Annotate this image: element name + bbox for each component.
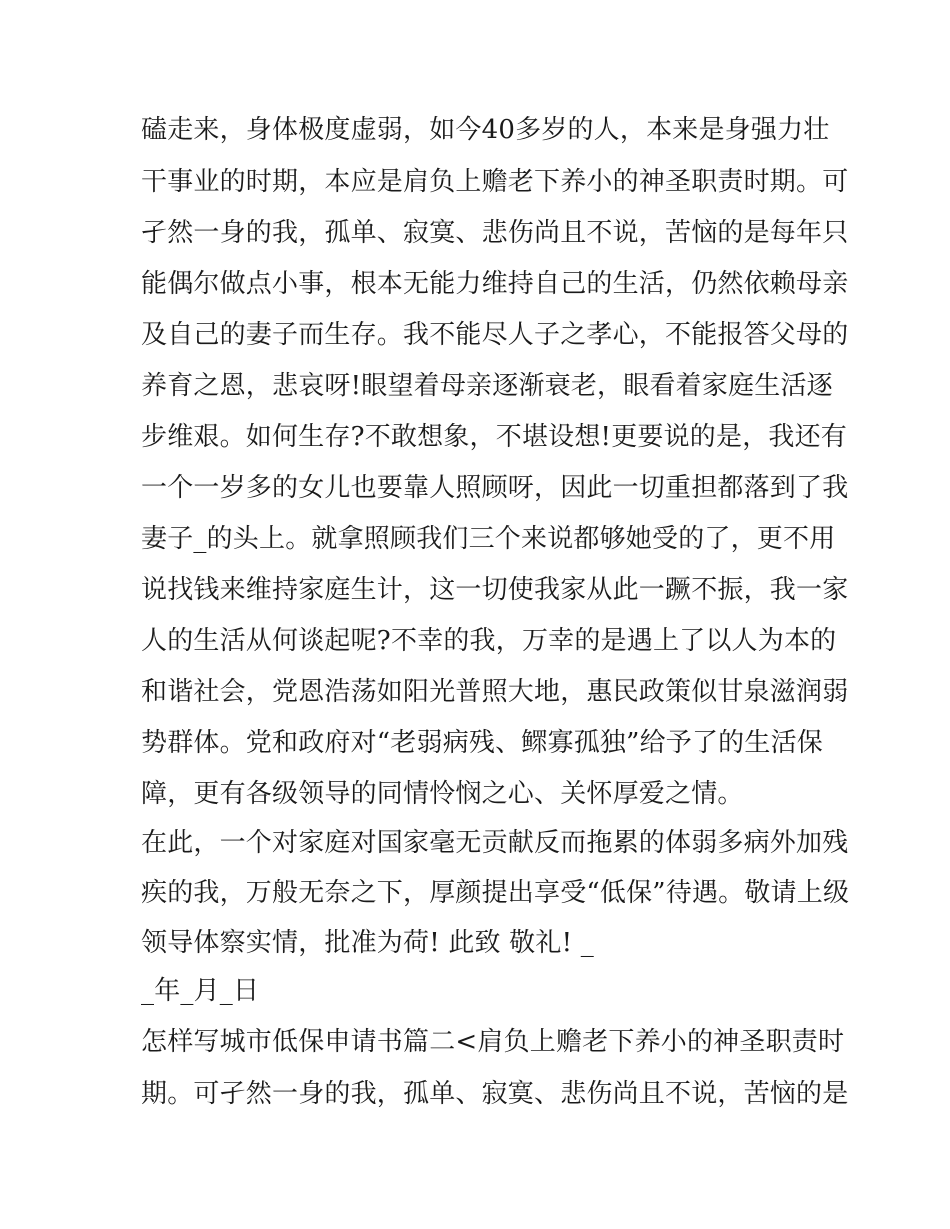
date-line: _年_月_日 [141, 976, 260, 1006]
text-line: 及自己的妻子而生存。我不能尽人子之孝心，不能报答父母的 [141, 320, 849, 350]
text-line: 在此，一个对家庭对国家毫无贡献反而拖累的体弱多病外加残 [141, 828, 849, 858]
text-line: 能偶尔做点小事，根本无能力维持自己的生活，仍然依赖母亲 [141, 269, 849, 299]
text-line: 一个一岁多的女儿也要靠人照顾呀，因此一切重担都落到了我 [141, 473, 849, 503]
text-line: 妻子_的头上。就拿照顾我们三个来说都够她受的了，更不用 [141, 524, 836, 554]
text-line: 孑然一身的我，孤单、寂寞、悲伤尚且不说，苦恼的是每年只 [141, 218, 849, 248]
text-line: 障，更有各级领导的同情怜悯之心、关怀厚爱之情。 [141, 779, 744, 809]
text-line: 步维艰。如何生存?不敢想象，不堪设想!更要说的是，我还有 [141, 422, 847, 452]
text-line: 磕走来，身体极度虚弱，如今40多岁的人，本来是身强力壮 [141, 115, 830, 145]
text-line: 疾的我，万般无奈之下，厚颜提出享受“低保”待遇。敬请上级 [141, 878, 850, 908]
text-line: 势群体。党和政府对“老弱病残、鳏寡孤独”给予了的生活保 [141, 728, 823, 758]
text-line: 人的生活从何谈起呢?不幸的我，万幸的是遇上了以人为本的 [141, 626, 837, 656]
section-heading-line: 怎样写城市低保申请书篇二<肩负上赡老下养小的神圣职责时 [141, 1027, 845, 1057]
text-line: 和谐社会，党恩浩荡如阳光普照大地，惠民政策似甘泉滋润弱 [141, 677, 849, 707]
text-line: 说找钱来维持家庭生计，这一切使我家从此一蹶不振，我一家 [141, 575, 849, 605]
text-line: 期。可孑然一身的我，孤单、寂寞、悲伤尚且不说，苦恼的是 [141, 1079, 849, 1109]
text-line: 养育之恩，悲哀呀!眼望着母亲逐渐衰老，眼看着家庭生活逐 [141, 371, 833, 401]
text-line: 干事业的时期，本应是肩负上赡老下养小的神圣职责时期。可 [141, 167, 849, 197]
text-line: 领导体察实情，批准为荷! 此致 敬礼! _ [141, 928, 594, 958]
